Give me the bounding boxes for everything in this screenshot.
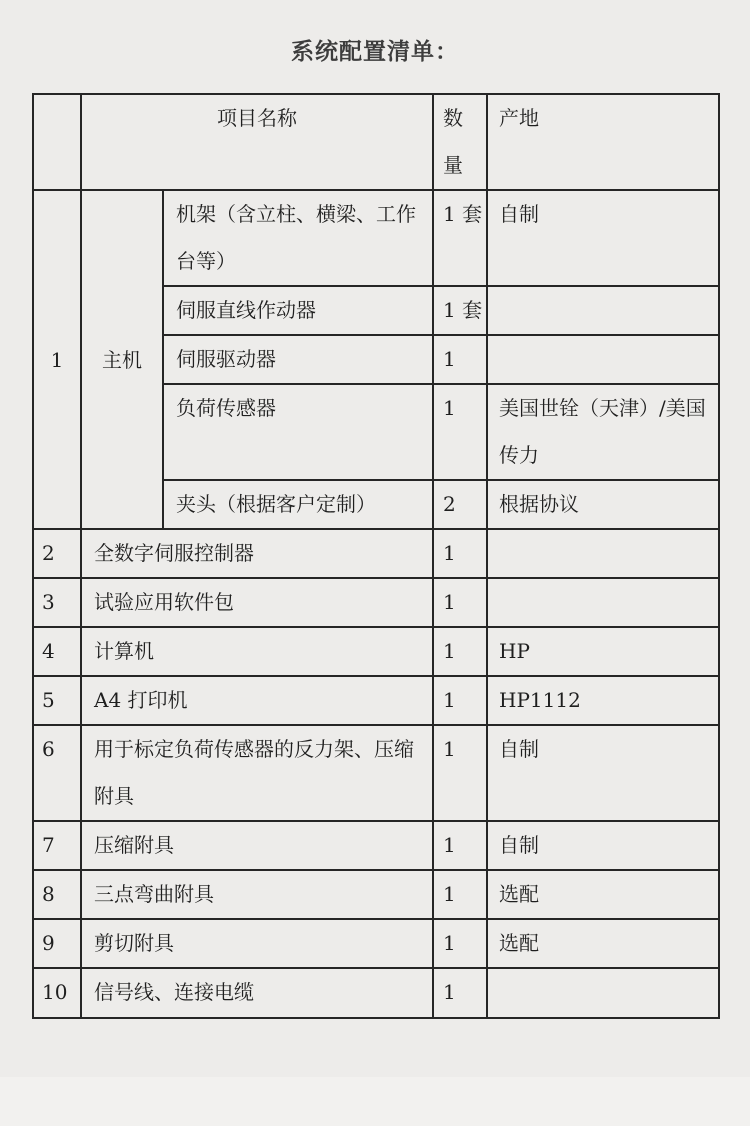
qty-cell: 1: [433, 919, 487, 968]
header-item-cell: 项目名称: [81, 94, 433, 190]
origin-cell: HP: [487, 627, 719, 676]
index-cell: 7: [33, 821, 81, 870]
index-cell: 10: [33, 968, 81, 1018]
table-row: [33, 919, 719, 968]
qty-cell: 1 套: [433, 190, 487, 286]
qty-cell: 1 套: [433, 286, 487, 335]
item-cell: 剪切附具: [81, 919, 433, 968]
table-row: [33, 578, 719, 627]
table-row: [33, 870, 719, 919]
index-cell: 2: [33, 529, 81, 578]
qty-cell: 1: [433, 627, 487, 676]
qty-cell: 1: [433, 676, 487, 725]
table-row: [33, 725, 719, 821]
origin-cell: [487, 968, 719, 1018]
origin-cell: 自制: [487, 821, 719, 870]
qty-cell: 1: [433, 335, 487, 384]
index-cell: 6: [33, 725, 81, 821]
group1-index-cell: 1: [33, 190, 81, 529]
page-title: 系统配置清单：: [291, 39, 459, 65]
origin-cell: 根据协议: [487, 480, 719, 529]
qty-cell: 1: [433, 821, 487, 870]
item-cell: 试验应用软件包: [81, 578, 433, 627]
qty-cell: 1: [433, 870, 487, 919]
item-cell: 伺服直线作动器: [163, 286, 433, 335]
origin-cell: [487, 335, 719, 384]
item-cell: 伺服驱动器: [163, 335, 433, 384]
origin-cell: 选配: [487, 919, 719, 968]
origin-cell: [487, 286, 719, 335]
item-cell: 负荷传感器: [163, 384, 433, 480]
item-cell: 全数字伺服控制器: [81, 529, 433, 578]
header-qty-cell: [433, 94, 487, 190]
system-config-table: [32, 93, 720, 1019]
qty-cell: 1: [433, 384, 487, 480]
group1-label-cell: 主机: [81, 190, 163, 529]
table-row: [33, 821, 719, 870]
origin-cell: HP1112: [487, 676, 719, 725]
origin-cell: [487, 529, 719, 578]
table-row: [33, 968, 719, 1018]
index-cell: 4: [33, 627, 81, 676]
index-cell: 9: [33, 919, 81, 968]
footer-band: [0, 1077, 750, 1126]
origin-cell: 自制: [487, 190, 719, 286]
qty-cell: 1: [433, 725, 487, 821]
qty-cell: 2: [433, 480, 487, 529]
qty-cell: 1: [433, 968, 487, 1018]
item-cell: 压缩附具: [81, 821, 433, 870]
item-cell: 用于标定负荷传感器的反力架、压缩附具: [81, 725, 433, 821]
table-row: [33, 676, 719, 725]
item-cell: 计算机: [81, 627, 433, 676]
item-cell: A4 打印机: [81, 676, 433, 725]
index-cell: 5: [33, 676, 81, 725]
index-cell: 3: [33, 578, 81, 627]
item-cell: 三点弯曲附具: [81, 870, 433, 919]
origin-cell: 选配: [487, 870, 719, 919]
origin-cell: 自制: [487, 725, 719, 821]
origin-cell: [487, 578, 719, 627]
table-header-row: [33, 94, 719, 190]
table-row: [33, 529, 719, 578]
item-cell: 夹头（根据客户定制）: [163, 480, 433, 529]
item-cell: 信号线、连接电缆: [81, 968, 433, 1018]
origin-cell: 美国世铨（天津）/美国传力: [487, 384, 719, 480]
header-qty-line1: 数: [443, 106, 463, 130]
header-qty-line2: 量: [443, 153, 463, 177]
item-cell: 机架（含立柱、横梁、工作台等）: [163, 190, 433, 286]
index-cell: 8: [33, 870, 81, 919]
qty-cell: 1: [433, 578, 487, 627]
header-index-cell: [33, 94, 81, 190]
header-origin-cell: 产地: [487, 94, 719, 190]
table-row: [33, 627, 719, 676]
qty-cell: 1: [433, 529, 487, 578]
table-row: [33, 190, 719, 286]
